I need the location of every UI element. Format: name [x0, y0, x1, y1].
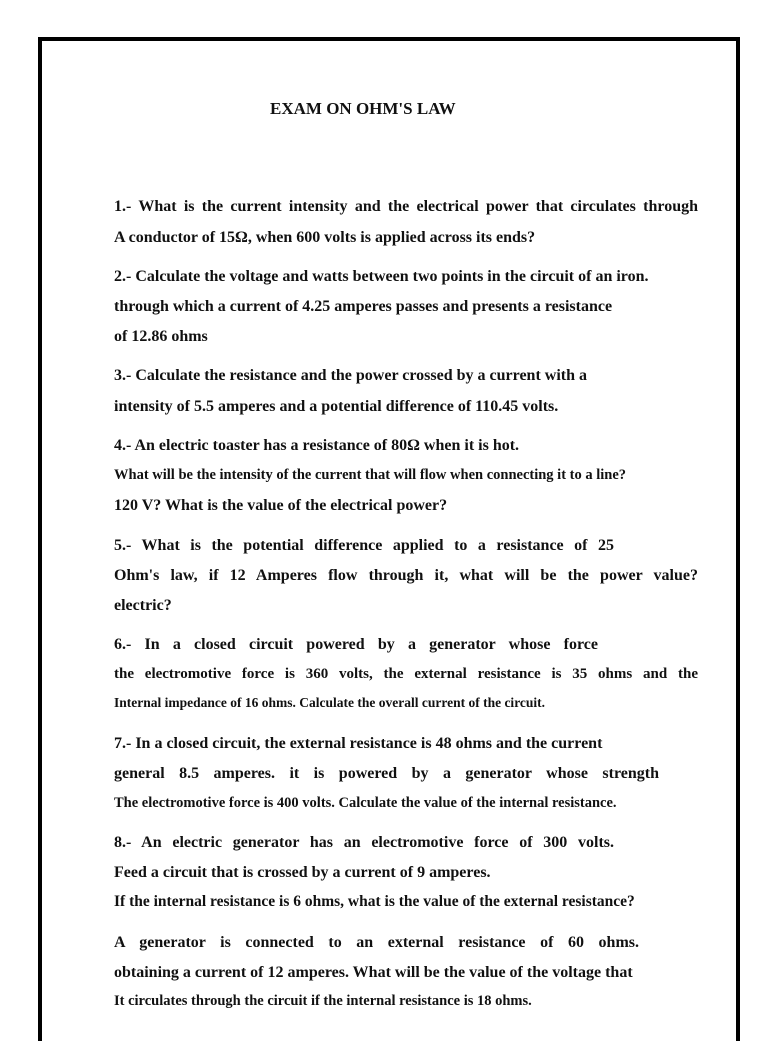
q3-line2: intensity of 5.5 amperes and a potential difference of 110.45 volts.	[114, 398, 559, 415]
q5-line3: electric?	[114, 597, 172, 614]
q5-line2: Ohm's law, if 12 Amperes flow through it, what will be the power value?	[114, 567, 698, 584]
q7-line3: The electromotive force is 400 volts. Calculate the value of the internal resistance.	[114, 795, 617, 811]
q2-line3: of 12.86 ohms	[114, 328, 208, 345]
q1-line2: A conductor of 15Ω, when 600 volts is applied across its ends?	[114, 229, 536, 246]
q2-line2: through which a current of 4.25 amperes passes and presents a resistance	[114, 298, 613, 315]
q1-line1: 1.- What is the current intensity and the electrical power that circulates through	[114, 198, 698, 215]
q5-line1: 5.- What is the potential difference applied to a resistance of 25	[114, 537, 614, 554]
q9-line1: A generator is connected to an external resistance of 60 ohms.	[114, 934, 639, 951]
q7-line1: 7.- In a closed circuit, the external resistance is 48 ohms and the current	[114, 735, 603, 752]
q9-line3: It circulates through the circuit if the internal resistance is 18 ohms.	[114, 993, 532, 1009]
q4-line1: 4.- An electric toaster has a resistance of 80Ω when it is hot.	[114, 437, 520, 454]
page-title: EXAM ON OHM'S LAW	[270, 99, 456, 118]
q2-line1: 2.- Calculate the voltage and watts between two points in the circuit of an iron.	[114, 268, 649, 285]
q6-line2: the electromotive force is 360 volts, the external resistance is 35 ohms and the	[114, 666, 698, 682]
q6-line3: Internal impedance of 16 ohms. Calculate the overall current of the circuit.	[114, 695, 546, 710]
q7-line2: general 8.5 amperes. it is powered by a generator whose strength	[114, 765, 659, 782]
q8-line2: Feed a circuit that is crossed by a current of 9 amperes.	[114, 864, 491, 881]
q3-line1: 3.- Calculate the resistance and the power crossed by a current with a	[114, 367, 587, 384]
exam-page	[38, 37, 740, 1041]
q8-line3: If the internal resistance is 6 ohms, what is the value of the external resistance?	[114, 893, 635, 910]
q4-line2: What will be the intensity of the current that will flow when connecting it to a line?	[114, 467, 627, 483]
q9-line2: obtaining a current of 12 amperes. What will be the value of the voltage that	[114, 964, 633, 981]
q8-line1: 8.- An electric generator has an electromotive force of 300 volts.	[114, 834, 614, 851]
q4-line3: 120 V? What is the value of the electrical power?	[114, 497, 448, 514]
q6-line1: 6.- In a closed circuit powered by a generator whose force	[114, 636, 598, 653]
